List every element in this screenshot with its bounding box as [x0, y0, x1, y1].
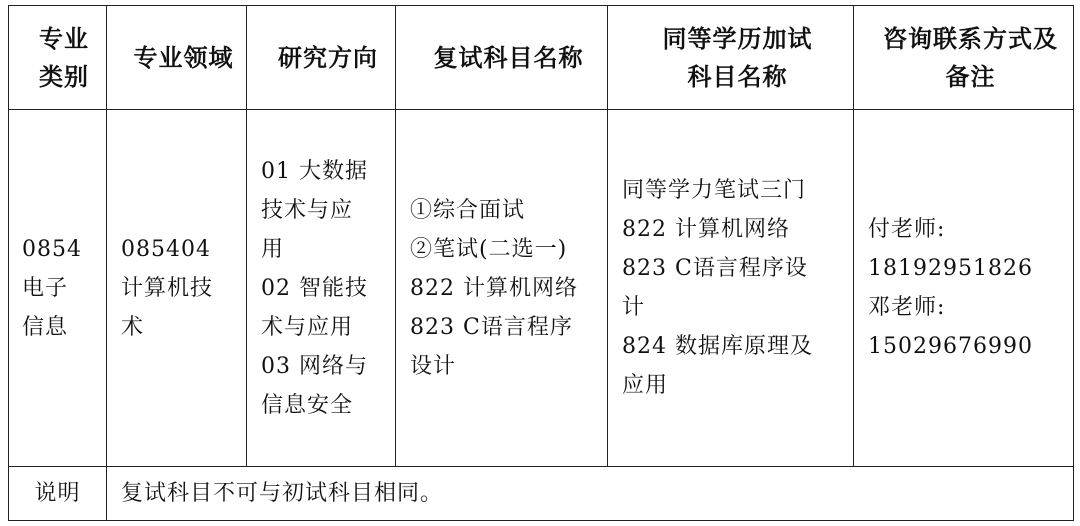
header-major-category: 专业 类别	[9, 6, 107, 110]
cell-research-direction: 01 大数据 技术与应 用 02 智能技 术与应用 03 网络与 信息安全	[247, 110, 396, 467]
retest-subjects-table	[8, 5, 1074, 521]
header-research-direction: 研究方向	[247, 6, 396, 110]
header-major-field: 专业领域	[107, 6, 247, 110]
cell-major-field: 085404 计算机技 术	[107, 110, 247, 467]
cell-major-category: 0854 电子 信息	[9, 110, 107, 467]
note-row	[9, 467, 1074, 521]
header-retest-subjects: 复试科目名称	[396, 6, 608, 110]
note-label: 说明	[9, 467, 107, 521]
cell-equivalent-subjects: 同等学力笔试三门 822 计算机网络 823 C语言程序设 计 824 数据库原理及 应用	[608, 110, 854, 467]
table-header-row	[9, 6, 1074, 110]
table-row	[9, 110, 1074, 467]
header-contact: 咨询联系方式及 备注	[854, 6, 1074, 110]
cell-retest-subjects: ①综合面试 ②笔试(二选一) 822 计算机网络 823 C语言程序 设计	[396, 110, 608, 467]
note-text: 复试科目不可与初试科目相同。	[107, 467, 1074, 521]
header-equivalent-subjects: 同等学历加试 科目名称	[608, 6, 854, 110]
cell-contact: 付老师: 18192951826 邓老师: 15029676990	[854, 110, 1074, 467]
